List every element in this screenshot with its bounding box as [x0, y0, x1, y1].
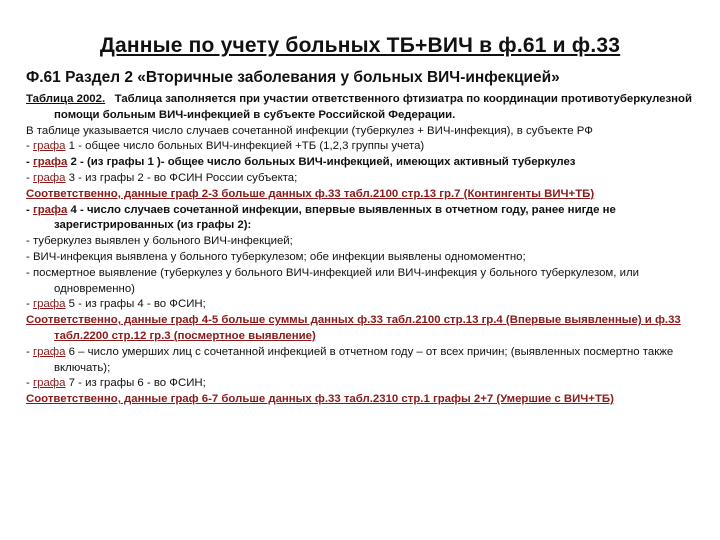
grafa-5-text: - из графы 4 - во ФСИН; — [78, 298, 206, 311]
list-item: - туберкулез выявлен у больного ВИЧ-инфекцией; — [26, 235, 293, 248]
grafa-6-line: - графа 6 – число умерших лиц с сочетанной инфекцией в отчетном году – от всех причин; (выявленных посмертно также включать); — [26, 345, 674, 374]
note-grafa-6-7: Соответственно, данные граф 6-7 больше данных ф.33 табл.2310 стр.1 графы 2+7 (Умершие с ВИЧ+ТБ) — [26, 393, 614, 406]
table-description — [26, 92, 706, 124]
grafa-3-link[interactable]: графа — [32, 171, 66, 184]
note-grafa-2-3: Соответственно, данные граф 2-3 больше данных ф.33 табл.2100 стр.13 гр.7 (Контингенты ВИЧ+ТБ) — [26, 187, 595, 200]
intro-text: В таблице указывается число случаев сочетанной инфекции (туберкулез + ВИЧ-инфекция), в субъекте РФ — [26, 124, 593, 137]
grafa-1-line: - графа 1 - общее число больных ВИЧ-инфекцией +ТБ (1,2,3 группы учета) — [26, 140, 425, 153]
grafa-1-link[interactable]: графа — [32, 140, 66, 153]
section-subtitle: Ф.61 Раздел 2 «Вторичные заболевания у больных ВИЧ-инфекцией» — [26, 69, 560, 86]
grafa-4-text: - число случаев сочетанной инфекции, впервые выявленных в отчетном году, ранее нигде не зарегистрированных (из графы 2): — [54, 203, 616, 232]
grafa-7-text: - из графы 6 - во ФСИН; — [78, 377, 206, 390]
page-title: Данные по учету больных ТБ+ВИЧ в ф.61 и ф.33 — [99, 34, 621, 57]
grafa-2-text: - (из графы 1 )- общее число больных ВИЧ-инфекцией, имеющих активный туберкулез — [79, 156, 576, 169]
grafa-5-line: - графа 5 - из графы 4 - во ФСИН; — [26, 298, 206, 311]
document-body — [26, 92, 706, 408]
table-reference: Таблица 2002. — [26, 93, 106, 105]
grafa-7-link[interactable]: графа — [32, 377, 66, 390]
grafa-7-line: - графа 7 - из графы 6 - во ФСИН; — [26, 377, 206, 390]
grafa-5-link[interactable]: графа — [32, 298, 66, 311]
list-item: - посмертное выявление (туберкулез у больного ВИЧ-инфекцией или ВИЧ-инфекция у больного туберкулезом, или одновременно) — [26, 266, 639, 295]
grafa-1-text: - общее число больных ВИЧ-инфекцией +ТБ (1,2,3 группы учета) — [78, 140, 425, 153]
grafa-2-line: - графа 2 - (из графы 1 )- общее число больных ВИЧ-инфекцией, имеющих активный туберкулез — [26, 156, 576, 169]
table-note: Таблица заполняется при участии ответственного фтизиатра по координации противотуберкулезной помощи больным ВИЧ-инфекцией в субъекте Российской Федерации. — [54, 93, 692, 121]
grafa-6-text: – число умерших лиц с сочетанной инфекцией в отчетном году – от всех причин; (выявленных посмертно также включать); — [54, 345, 674, 374]
list-item: - ВИЧ-инфекция выявлена у больного туберкулезом; обе инфекции выявлены одномоментно; — [26, 250, 526, 263]
grafa-3-line: - графа 3 - из графы 2 - во ФСИН России субъекта; — [26, 171, 298, 184]
grafa-4-line: - графа 4 - число случаев сочетанной инфекции, впервые выявленных в отчетном году, ранее нигде не зарегистрированных (из графы 2): — [26, 203, 616, 232]
grafa-3-text: - из графы 2 - во ФСИН России субъекта; — [78, 171, 298, 184]
grafa-2-link[interactable]: графа — [32, 156, 68, 169]
grafa-4-link[interactable]: графа — [32, 203, 68, 216]
note-grafa-4-5: Соответственно, данные граф 4-5 больше суммы данных ф.33 табл.2100 стр.13 гр.4 (Впервые выявленные) и ф.33 табл.2200 стр.12 гр.3 (посмертное выявление) — [26, 314, 681, 342]
grafa-6-link[interactable]: графа — [32, 345, 66, 358]
